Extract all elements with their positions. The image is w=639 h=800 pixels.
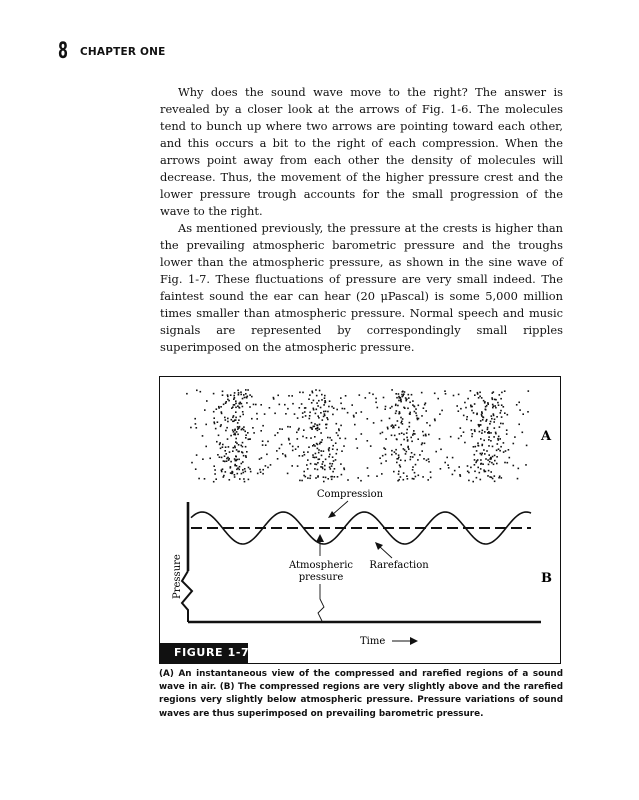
rarefaction-label: Rarefaction: [369, 560, 429, 571]
body-text: [160, 84, 563, 356]
panel-b-label: B: [541, 571, 552, 586]
compression-label: Compression: [316, 489, 384, 500]
molecule-density-field: [186, 389, 529, 482]
chapter-title: CHAPTER ONE: [80, 46, 166, 58]
figure-caption: (A) An instantaneous view of the compressed and rarefied regions of a sound wave in air. (B) The compressed regions are very slightly above and the rarefied regions very slightly below atmospheric pressure. Pressure variations of sound waves are thus superimposed on prevailing barometric pressure.: [159, 669, 563, 719]
page-number: 8: [58, 39, 68, 64]
time-arrowhead: [410, 637, 418, 645]
atmospheric-arrowhead: [316, 534, 324, 542]
paragraph-1: Why does the sound wave move to the right? The answer is revealed by a closer look at the arrows of Fig. 1-6. The molecules tend to bunch up where two arrows are pointing toward each other, and this occurs a bit to the right of each compression. When the arrows point away from each other the density of molecules will decrease. Thus, the movement of the higher pressure crest and the lower pressure trough accounts for the small progression of the wave to the right.: [160, 85, 563, 218]
panel-a-label: A: [541, 429, 552, 444]
paragraph-2: As mentioned previously, the pressure at the crests is higher than the prevailing atmospheric barometric pressure and the troughs lower than the atmospheric pressure, as shown in the sine wave of Fig. 1-7. These fluctuations of pressure are very small indeed. The faintest sound the ear can hear (20 μPascal) is some 5,000 million times smaller than atmospheric pressure. Normal speech and music signals are represented by correspondingly small ripples superimposed on the atmospheric pressure.: [160, 221, 563, 354]
atmospheric-label-line1: Atmospheric: [288, 560, 354, 571]
figure-1-7: [159, 376, 561, 664]
rarefaction-pointer: [379, 546, 392, 558]
pressure-axis-label: Pressure: [172, 554, 183, 599]
atmospheric-pointer-tail: [318, 584, 324, 621]
pressure-axis-break: [182, 571, 192, 622]
compression-pointer: [332, 501, 348, 515]
atmospheric-label-line2: pressure: [298, 572, 344, 583]
figure-label: FIGURE 1-7: [160, 643, 248, 663]
time-axis-label: Time: [360, 636, 386, 647]
figure-illustration: [160, 377, 562, 665]
